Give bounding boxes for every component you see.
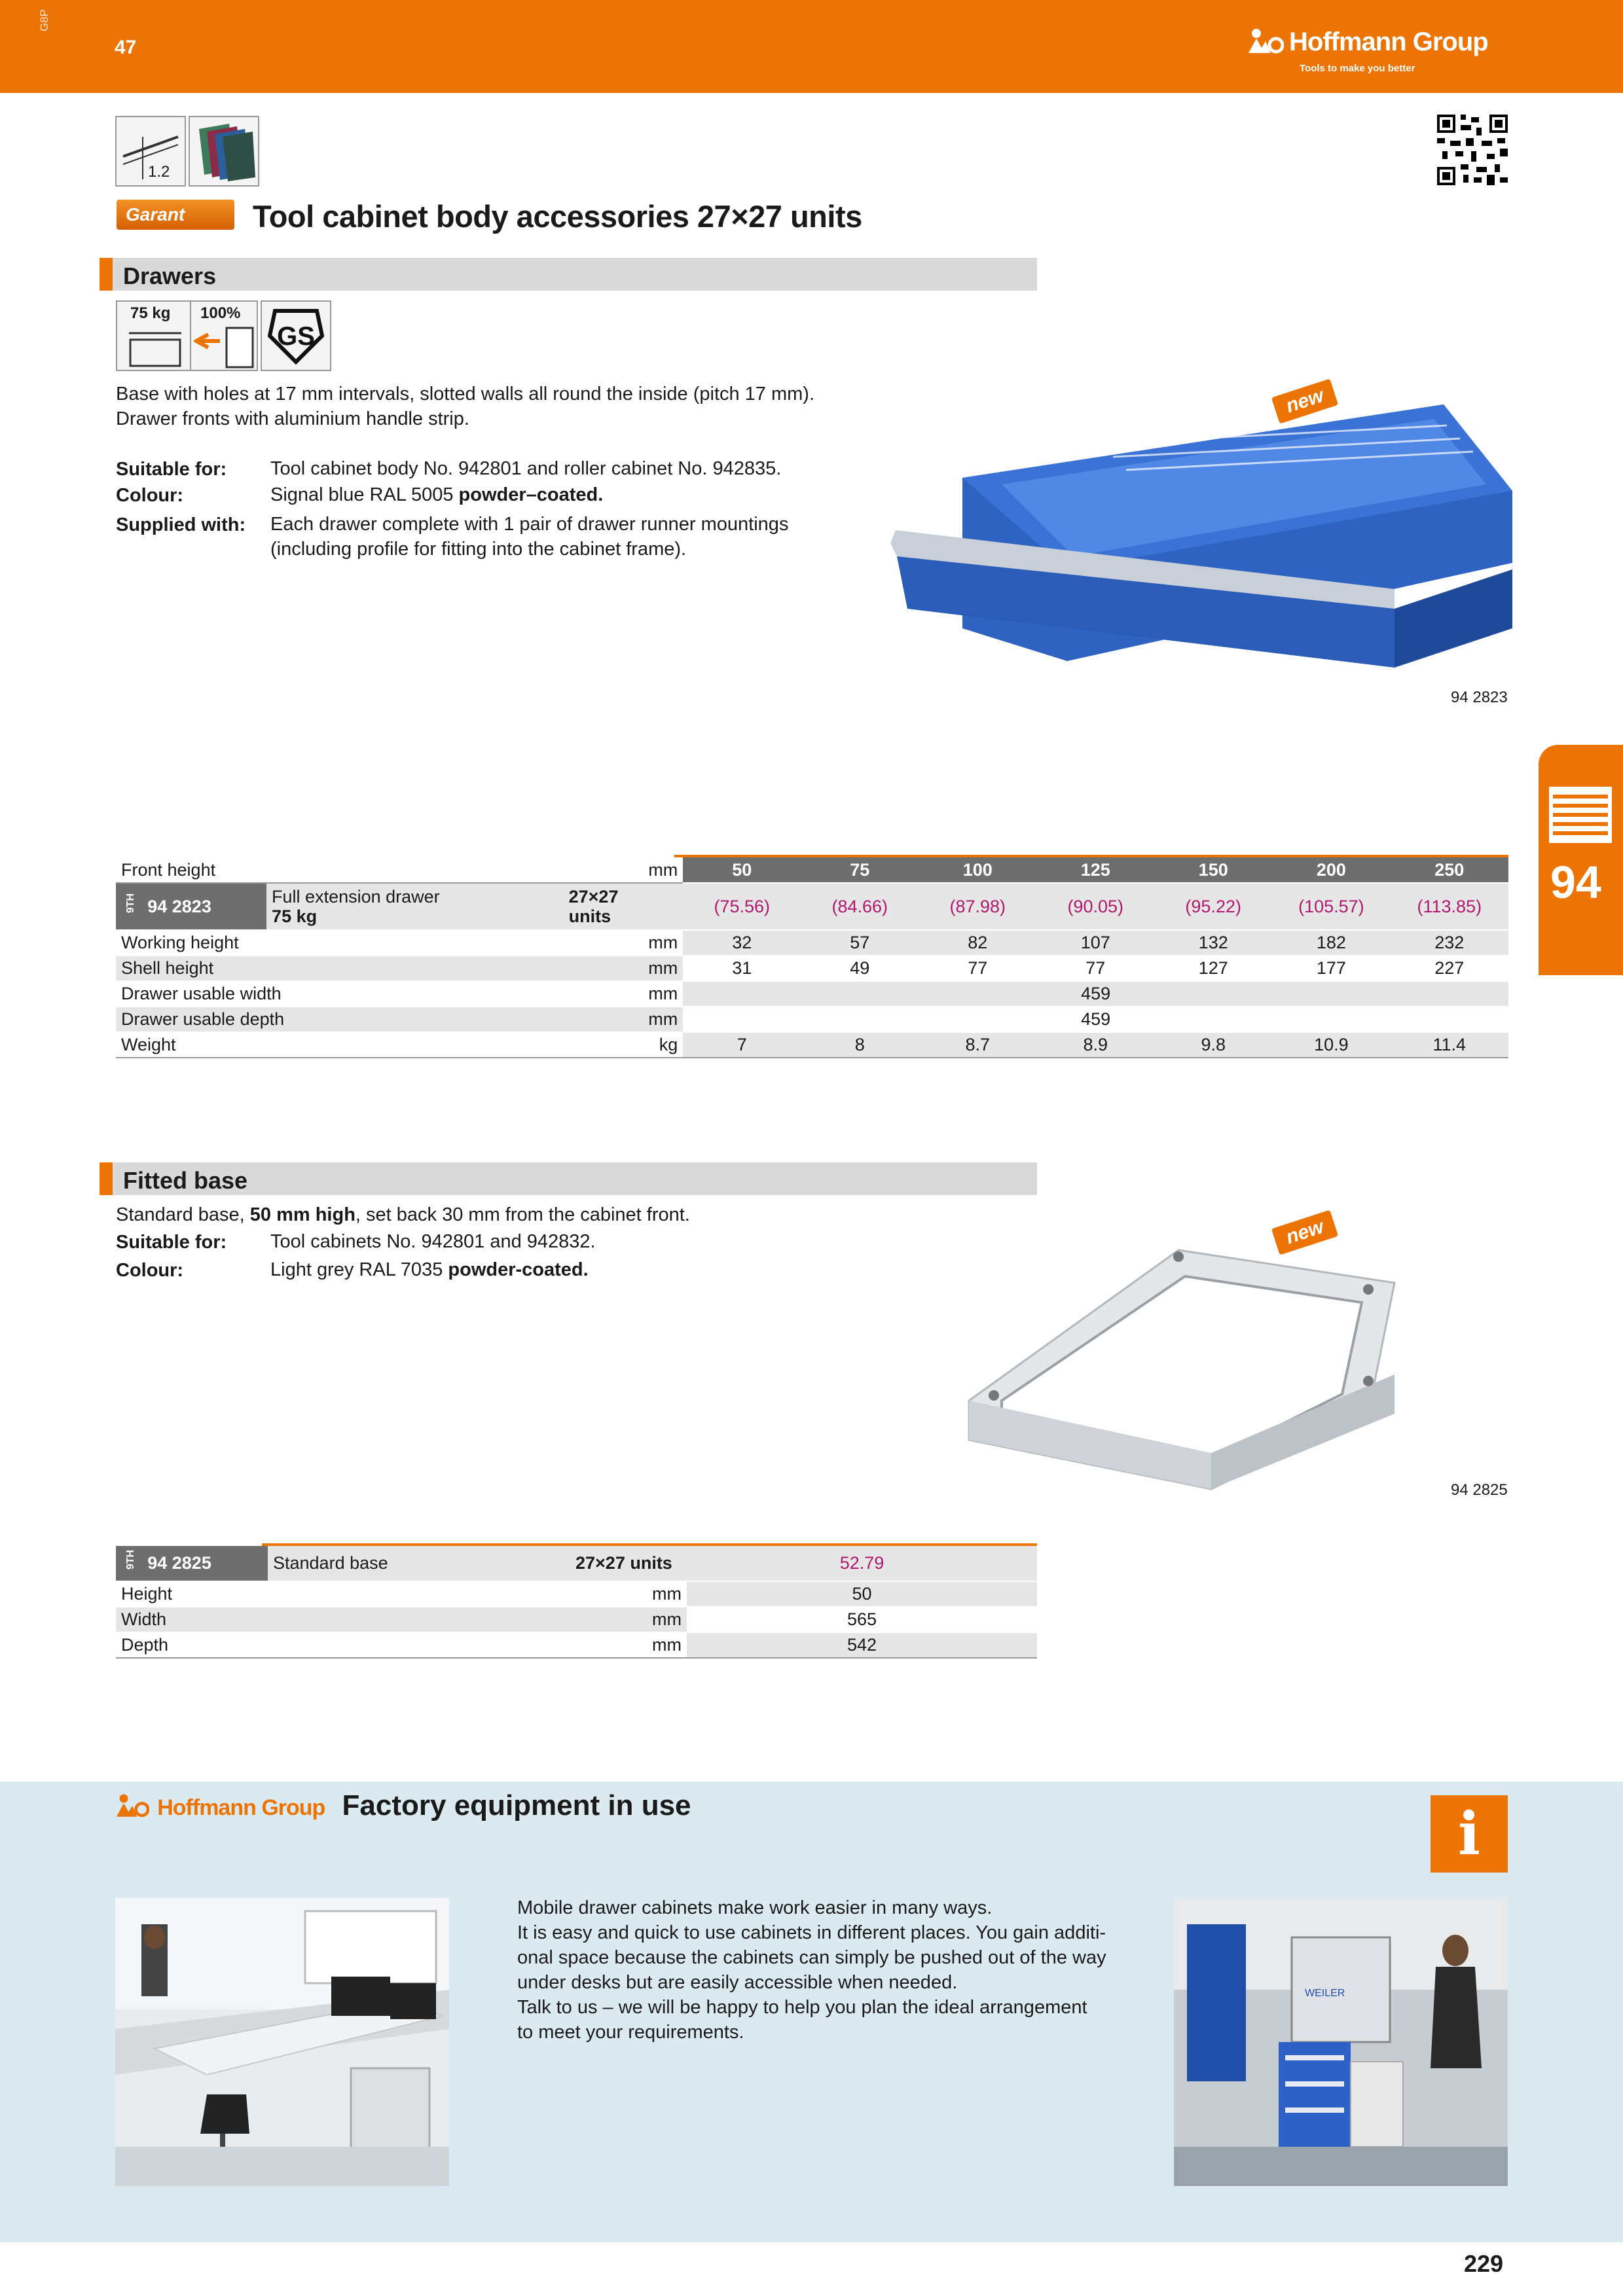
info-paragraph-1: Mobile drawer cabinets make work easier in many ways. bbox=[517, 1897, 993, 1918]
row-unit: mm bbox=[643, 956, 683, 981]
cell: 127 bbox=[1154, 956, 1272, 981]
svg-text:GS: GS bbox=[277, 322, 315, 351]
drawers-colour-label: Colour: bbox=[116, 485, 184, 506]
cell: 32 bbox=[683, 930, 801, 956]
row-label: Width bbox=[116, 1607, 575, 1632]
info-heading: Factory equipment in use bbox=[342, 1789, 691, 1821]
price-75: (84.66) bbox=[801, 883, 919, 930]
article-number[interactable]: 9TH 94 2825 bbox=[116, 1546, 268, 1581]
extension-label: 100% bbox=[200, 304, 241, 322]
cell: 9.8 bbox=[1154, 1032, 1272, 1058]
info-paragraph-2-line1: It is easy and quick to use cabinets in different places. You gain additi- bbox=[517, 1922, 1106, 1943]
table-row bbox=[116, 1607, 1037, 1632]
fitted-image-caption: 94 2825 bbox=[1451, 1481, 1508, 1499]
page-title: Tool cabinet body accessories 27×27 units bbox=[253, 199, 862, 234]
drawer-cabinet-icon bbox=[1548, 785, 1613, 844]
cell: 132 bbox=[1154, 930, 1272, 956]
drawers-desc-line1: Base with holes at 17 mm intervals, slotted walls all round the inside (pitch 17 mm). bbox=[116, 384, 815, 404]
row-unit: kg bbox=[643, 1032, 683, 1058]
drawers-suitable-label: Suitable for: bbox=[116, 459, 227, 480]
drawers-desc-line2: Drawer fronts with aluminium handle strip. bbox=[116, 408, 469, 429]
price-200: (105.57) bbox=[1272, 883, 1390, 930]
weiler-sign: WEILER bbox=[1305, 1988, 1345, 1999]
row-unit: mm bbox=[575, 1581, 687, 1607]
table-row bbox=[116, 857, 1508, 883]
base-spec-table bbox=[116, 1546, 1037, 1659]
full-extension-icon bbox=[190, 300, 258, 371]
page-number: 229 bbox=[1464, 2250, 1504, 2277]
cell: 8.7 bbox=[919, 1032, 1036, 1058]
row-unit: mm bbox=[575, 1632, 687, 1658]
cell: 542 bbox=[687, 1632, 1037, 1658]
row-unit: mm bbox=[643, 1007, 683, 1032]
front-height-label: Front height bbox=[116, 857, 643, 883]
front-height-150: 150 bbox=[1154, 857, 1272, 883]
fitted-base-image bbox=[962, 1244, 1401, 1505]
info-text bbox=[517, 1895, 1106, 2045]
price-250: (113.85) bbox=[1391, 883, 1508, 930]
info-title bbox=[115, 1789, 691, 1822]
price-100: (87.98) bbox=[919, 883, 1036, 930]
row-label: Drawer usable depth bbox=[116, 1007, 643, 1032]
table-row bbox=[116, 956, 1508, 981]
chapter-number: 94 bbox=[1550, 857, 1601, 908]
table-row bbox=[116, 1632, 1037, 1658]
info-brand: Hoffmann Group bbox=[157, 1795, 325, 1820]
cell: 77 bbox=[1036, 956, 1154, 981]
article-size: 27×27 units bbox=[569, 883, 684, 930]
new-badge: new bbox=[1271, 378, 1339, 423]
drawers-supplied-text: Each drawer complete with 1 pair of drawer runner mountings (including profile for fitting into the cabinet frame). bbox=[270, 514, 789, 560]
row-unit: mm bbox=[643, 981, 683, 1007]
cell: 49 bbox=[801, 956, 919, 981]
office-photo bbox=[115, 1898, 449, 2186]
front-height-100: 100 bbox=[919, 857, 1036, 883]
unit-mm: mm bbox=[643, 857, 683, 883]
drawers-colour-text: Signal blue RAL 5005 powder–coated. bbox=[270, 484, 604, 505]
qr-code-icon[interactable] bbox=[1437, 115, 1508, 185]
brand-logo: Hoffmann Group bbox=[1247, 27, 1488, 57]
gs-certification-icon bbox=[261, 300, 331, 371]
row-label: Drawer usable width bbox=[116, 981, 643, 1007]
front-height-75: 75 bbox=[801, 857, 919, 883]
cell: 77 bbox=[919, 956, 1036, 981]
table-row bbox=[116, 981, 1508, 1007]
cell: 10.9 bbox=[1272, 1032, 1390, 1058]
table-row bbox=[116, 1032, 1508, 1058]
cell: 459 bbox=[683, 1007, 1508, 1032]
row-label: Working height bbox=[116, 930, 643, 956]
front-height-125: 125 bbox=[1036, 857, 1154, 883]
cell: 31 bbox=[683, 956, 801, 981]
fitted-suitable-label: Suitable for: bbox=[116, 1232, 227, 1253]
info-paragraph-2-line3: under desks but are easily accessible when needed. bbox=[517, 1972, 958, 1993]
thickness-value: 1.2 bbox=[148, 163, 170, 181]
drawers-description bbox=[116, 382, 814, 431]
row-label: Weight bbox=[116, 1032, 643, 1058]
front-height-200: 200 bbox=[1272, 857, 1390, 883]
drawer-load-icon bbox=[116, 300, 194, 371]
drawer-image-caption: 94 2823 bbox=[1451, 689, 1508, 706]
cell: 177 bbox=[1272, 956, 1390, 981]
cell: 11.4 bbox=[1391, 1032, 1508, 1058]
fitted-description: Standard base, 50 mm high, set back 30 mm from the cabinet front. bbox=[116, 1204, 690, 1225]
price-50: (75.56) bbox=[683, 883, 801, 930]
front-height-50: 50 bbox=[683, 857, 801, 883]
drawer-product-image bbox=[884, 393, 1519, 713]
info-paragraph-2-line2: onal space because the cabinets can simply be pushed out of the way bbox=[517, 1947, 1106, 1968]
sheet-thickness-icon bbox=[115, 116, 186, 187]
cell: 459 bbox=[683, 981, 1508, 1007]
info-paragraph-3-line2: to meet your requirements. bbox=[517, 2022, 744, 2043]
drawer-load-label: 75 kg bbox=[130, 304, 171, 322]
table-row bbox=[116, 1581, 1037, 1607]
price: 52.79 bbox=[687, 1546, 1037, 1581]
table-row bbox=[116, 883, 1508, 930]
hoffmann-logo-icon bbox=[115, 1793, 149, 1819]
cell: 565 bbox=[687, 1607, 1037, 1632]
row-unit: mm bbox=[643, 930, 683, 956]
cell: 182 bbox=[1272, 930, 1390, 956]
front-height-250: 250 bbox=[1391, 857, 1508, 883]
side-code: G8P bbox=[38, 9, 50, 31]
price-125: (90.05) bbox=[1036, 883, 1154, 930]
table-row bbox=[116, 1546, 1037, 1581]
price-150: (95.22) bbox=[1154, 883, 1272, 930]
garant-logo: Garant bbox=[117, 200, 234, 230]
fitted-colour-label: Colour: bbox=[116, 1260, 184, 1281]
article-number[interactable]: 9TH 94 2823 bbox=[116, 883, 266, 930]
drawer-spec-table bbox=[116, 857, 1508, 1058]
info-icon[interactable]: i bbox=[1431, 1795, 1508, 1873]
drawers-suitable-text: Tool cabinet body No. 942801 and roller cabinet No. 942835. bbox=[270, 458, 782, 479]
cell: 232 bbox=[1391, 930, 1508, 956]
cell: 50 bbox=[687, 1581, 1037, 1607]
table-row bbox=[116, 930, 1508, 956]
drawers-supplied-label: Supplied with: bbox=[116, 514, 246, 535]
article-size: 27×27 units bbox=[575, 1546, 687, 1581]
cell: 8 bbox=[801, 1032, 919, 1058]
chapter-tab[interactable] bbox=[1539, 745, 1623, 975]
table-row bbox=[116, 1007, 1508, 1032]
cell: 57 bbox=[801, 930, 919, 956]
section-fitted-base: Fitted base bbox=[100, 1162, 1037, 1195]
row-label: Depth bbox=[116, 1632, 575, 1658]
cell: 107 bbox=[1036, 930, 1154, 956]
workshop-photo bbox=[1174, 1898, 1508, 2186]
fitted-suitable-text: Tool cabinets No. 942801 and 942832. bbox=[270, 1231, 596, 1252]
colour-swatches-icon bbox=[189, 116, 259, 187]
fitted-colour-text: Light grey RAL 7035 powder-coated. bbox=[270, 1259, 589, 1280]
article-description: Standard base bbox=[268, 1546, 575, 1581]
row-label: Shell height bbox=[116, 956, 643, 981]
cell: 7 bbox=[683, 1032, 801, 1058]
brand-tagline: Tools to make you better bbox=[1300, 63, 1415, 74]
cell: 8.9 bbox=[1036, 1032, 1154, 1058]
row-unit: mm bbox=[575, 1607, 687, 1632]
hoffmann-logo-icon bbox=[1247, 28, 1284, 54]
info-paragraph-3-line1: Talk to us – we will be happy to help you plan the ideal arrangement bbox=[517, 1997, 1087, 2018]
row-label: Height bbox=[116, 1581, 575, 1607]
page-number-top: 47 bbox=[115, 37, 137, 58]
new-badge: new bbox=[1271, 1210, 1339, 1255]
cell: 82 bbox=[919, 930, 1036, 956]
article-description: Full extension drawer 75 kg bbox=[266, 883, 569, 930]
section-drawers: Drawers bbox=[100, 258, 1037, 291]
cell: 227 bbox=[1391, 956, 1508, 981]
